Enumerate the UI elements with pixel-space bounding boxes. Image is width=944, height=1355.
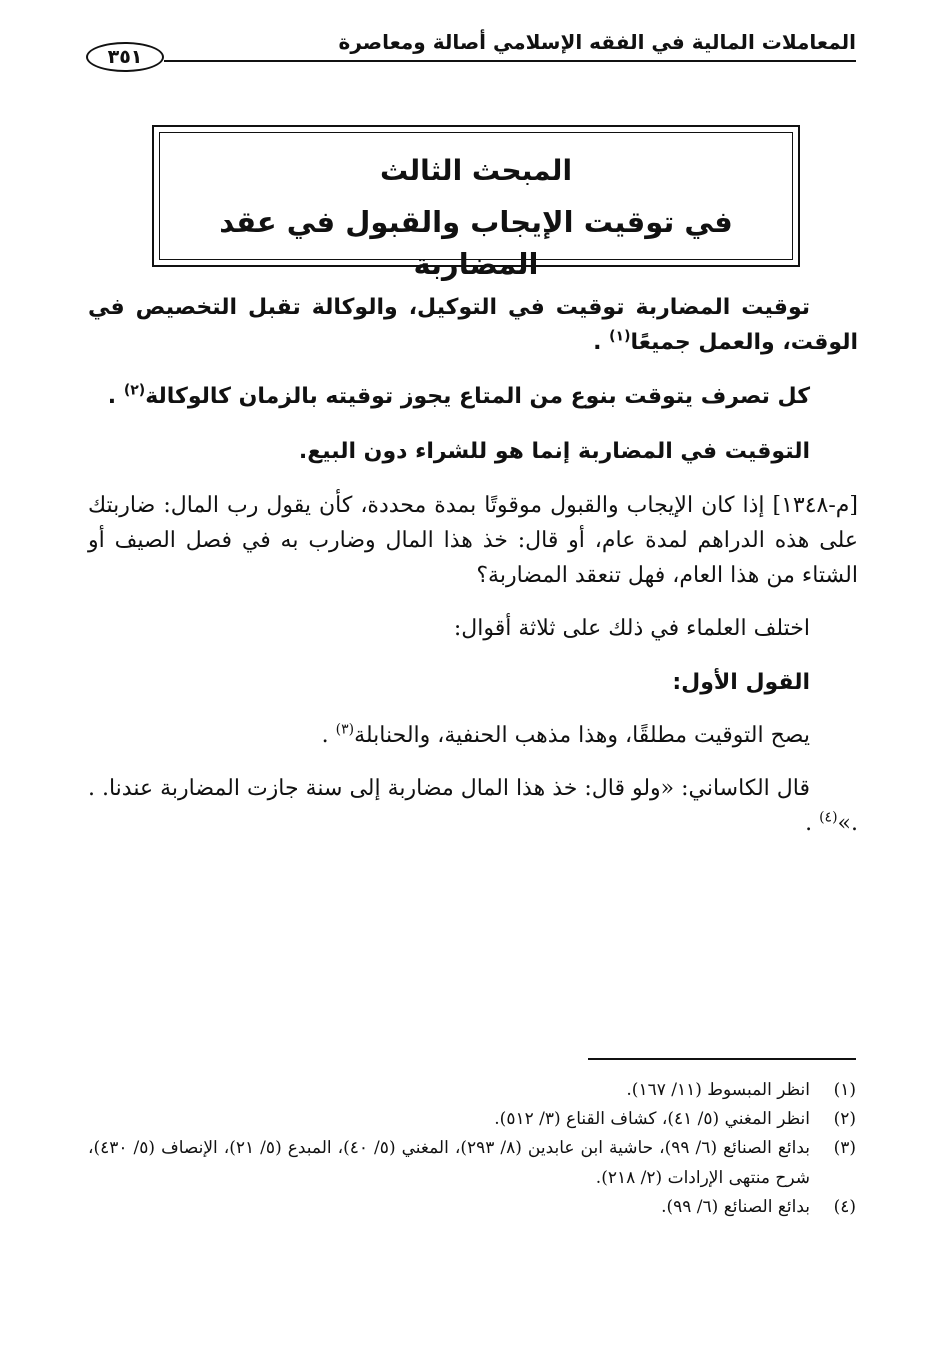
paragraph-2 xyxy=(88,379,858,414)
paragraph-7-text: يصح التوقيت مطلقًا، وهذا مذهب الحنفية، والحنابلة xyxy=(354,722,810,748)
chapter-title: في توقيت الإيجاب والقبول في عقد المضاربة xyxy=(219,205,733,281)
footnote-text: بدائع الصنائع (٦/ ٩٩). xyxy=(661,1196,810,1217)
footnote-2 xyxy=(88,1105,856,1134)
footnote-separator xyxy=(588,1058,856,1060)
footnote-1 xyxy=(88,1076,856,1105)
footnote-ref-1[interactable]: (١) xyxy=(609,328,631,345)
paragraph-1-end: . xyxy=(593,330,602,356)
footnote-ref-3[interactable]: (٣) xyxy=(335,721,355,738)
paragraph-2-text: كل تصرف يتوقت بنوع من المتاع يجوز توقيته بالزمان كالوكالة xyxy=(145,384,810,410)
footnote-text: انظر المبسوط (١١/ ١٦٧). xyxy=(626,1080,810,1100)
subheading-first-opinion: القول الأول: xyxy=(672,669,810,695)
footnote-number: (٣) xyxy=(833,1138,856,1159)
running-header xyxy=(86,30,856,66)
paragraph-7-end: . xyxy=(321,722,329,748)
footnote-number: (٤) xyxy=(833,1196,856,1217)
paragraph-8 xyxy=(88,771,858,841)
main-text xyxy=(88,290,858,841)
footnote-ref-4[interactable]: (٤) xyxy=(819,809,838,826)
chapter-heading-inner-frame xyxy=(159,132,793,281)
paragraph-1-text: توقيت المضاربة توقيت في التوكيل، والوكالة تقبل التخصيص في الوقت، والعمل جميعًا xyxy=(88,295,858,356)
footnote-ref-2[interactable]: (٢) xyxy=(123,383,146,400)
footnote-4 xyxy=(88,1193,856,1222)
chapter-label: المبحث الثالث xyxy=(379,154,573,187)
footnote-number: (٢) xyxy=(833,1109,856,1130)
footnotes xyxy=(88,1076,856,1222)
footnote-3 xyxy=(88,1134,856,1192)
paragraph-7 xyxy=(88,718,858,753)
footnote-text: انظر المغني (٥/ ٤١)، كشاف القناع (٣/ ٥١٢). xyxy=(494,1109,810,1130)
footnote-text: بدائع الصنائع (٦/ ٩٩)، حاشية ابن عابدين (٨/ ٢٩٣)، المغني (٥/ ٤٠)، المبدع (٥/ ٢١)، الإنصاف (٥/ ٤٣٠)، شرح منتهى الإرادات (٢/ ٢١٨). xyxy=(88,1138,810,1188)
paragraph-5: اختلف العلماء في ذلك على ثلاثة أقوال: xyxy=(453,616,810,642)
paragraph-4: [م-١٣٤٨] إذا كان الإيجاب والقبول موقوتًا بمدة محددة، كأن يقول رب المال: ضاربتك على هذه الدراهم لمدة عام، أو قال: خذ هذا المال وضارب به في فصل الصيف أو الشتاء من هذا العام، فهل تنعقد المضاربة؟ xyxy=(88,492,858,589)
book-title: المعاملات المالية في الفقه الإسلامي أصالة ومعاصرة xyxy=(338,30,856,54)
page-number: ٣٥١ xyxy=(86,42,164,72)
paragraph-3: التوقيت في المضاربة إنما هو للشراء دون البيع. xyxy=(298,438,810,464)
footnote-number: (١) xyxy=(833,1080,856,1100)
paragraph-1 xyxy=(88,290,858,360)
header-rule xyxy=(164,60,856,62)
paragraph-8-end: . xyxy=(805,811,813,837)
paragraph-8-text: قال الكاساني: «ولو قال: خذ هذا المال مضاربة إلى سنة جازت المضاربة عندنا. . .» xyxy=(88,775,858,837)
paragraph-2-end: . xyxy=(107,384,117,410)
chapter-heading-box xyxy=(152,125,800,281)
